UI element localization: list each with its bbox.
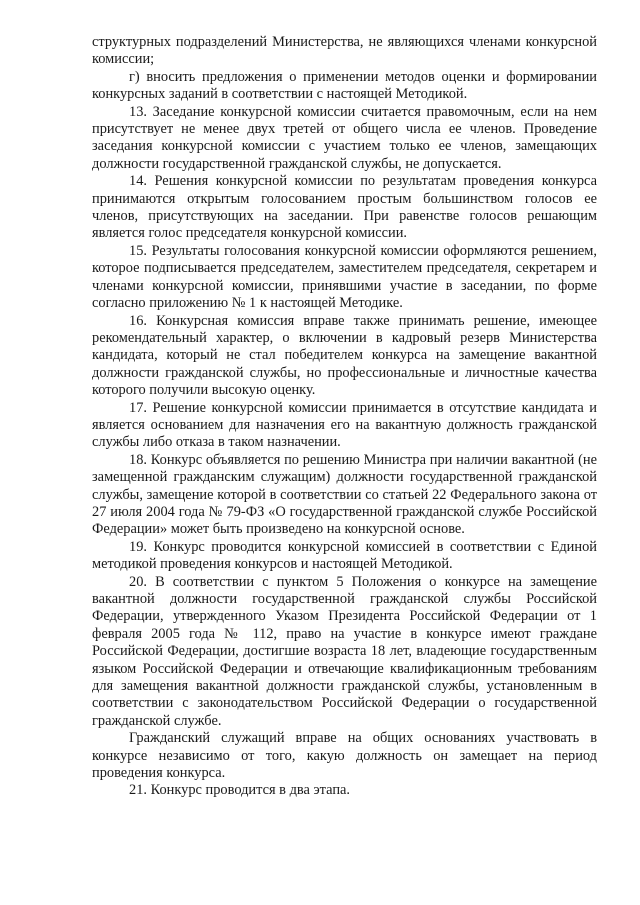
paragraph-18: 18. Конкурс объявляется по решению Министра при наличии вакантной (не замещенной гражданским служащим) должности государственной гражданской службы, замещение которой в соответствии со статьей 22 Федерального закона от 27 июля 2004 года № 79-ФЗ «О государственной гражданской службе Российской Федерации» может быть произведено на конкурсной основе. (92, 451, 597, 538)
paragraph-20: 20. В соответствии с пунктом 5 Положения о конкурсе на замещение вакантной должности государственной гражданской службы Российской Федерации, утвержденного Указом Президента Российской Федерации от 1 февраля 2005 года № 112, право на участие в конкурсе имеют граждане Российской Федерации, достигшие возраста 18 лет, владеющие государственным языком Российской Федерации и отвечающие квалификационным требованиям для замещения вакантной должности гражданской службы, установленным в соответствии с законодательством Российской Федерации о государственной гражданской службе. (92, 573, 597, 729)
paragraph-14: 14. Решения конкурсной комиссии по результатам проведения конкурса принимаются открытым голосованием простым большинством голосов ее членов, присутствующих на заседании. При равенстве голосов решающим является голос председателя конкурсной комиссии. (92, 173, 597, 242)
paragraph-continuation: структурных подразделений Министерства, не являющихся членами конкурсной комиссии; (92, 34, 597, 68)
document-page (92, 34, 597, 800)
paragraph-17: 17. Решение конкурсной комиссии принимается в отсутствие кандидата и является основанием для назначения его на вакантную должность гражданской службы либо отказа в таком назначении. (92, 399, 597, 451)
paragraph-item-g: г) вносить предложения о применении методов оценки и формировании конкурсных заданий в соответствии с настоящей Методикой. (92, 68, 597, 103)
paragraph-15: 15. Результаты голосования конкурсной комиссии оформляются решением, которое подписывается председателем, заместителем председателя, секретарем и членами конкурсной комиссии, принявшими участие в заседании, по форме согласно приложению № 1 к настоящей Методике. (92, 242, 597, 312)
paragraph-20-note: Гражданский служащий вправе на общих основаниях участвовать в конкурсе независимо от того, какую должность он замещает на период проведения конкурса. (92, 730, 597, 782)
paragraph-13: 13. Заседание конкурсной комиссии считается правомочным, если на нем присутствует не менее двух третей от общего числа ее членов. Проведение заседания конкурсной комиссии с участием только ее членов, замещающих должности государственной гражданской службы, не допускается. (92, 103, 597, 172)
paragraph-16: 16. Конкурсная комиссия вправе также принимать решение, имеющее рекомендательный характер, о включении в кадровый резерв Министерства кандидата, который не стал победителем конкурса на замещение вакантной должности гражданской службы, но профессиональные и личностные качества которого получили высокую оценку. (92, 312, 597, 399)
paragraph-21: 21. Конкурс проводится в два этапа. (129, 782, 351, 799)
paragraph-19: 19. Конкурс проводится конкурсной комиссией в соответствии с Единой методикой проведения конкурсов и настоящей Методикой. (92, 538, 597, 573)
